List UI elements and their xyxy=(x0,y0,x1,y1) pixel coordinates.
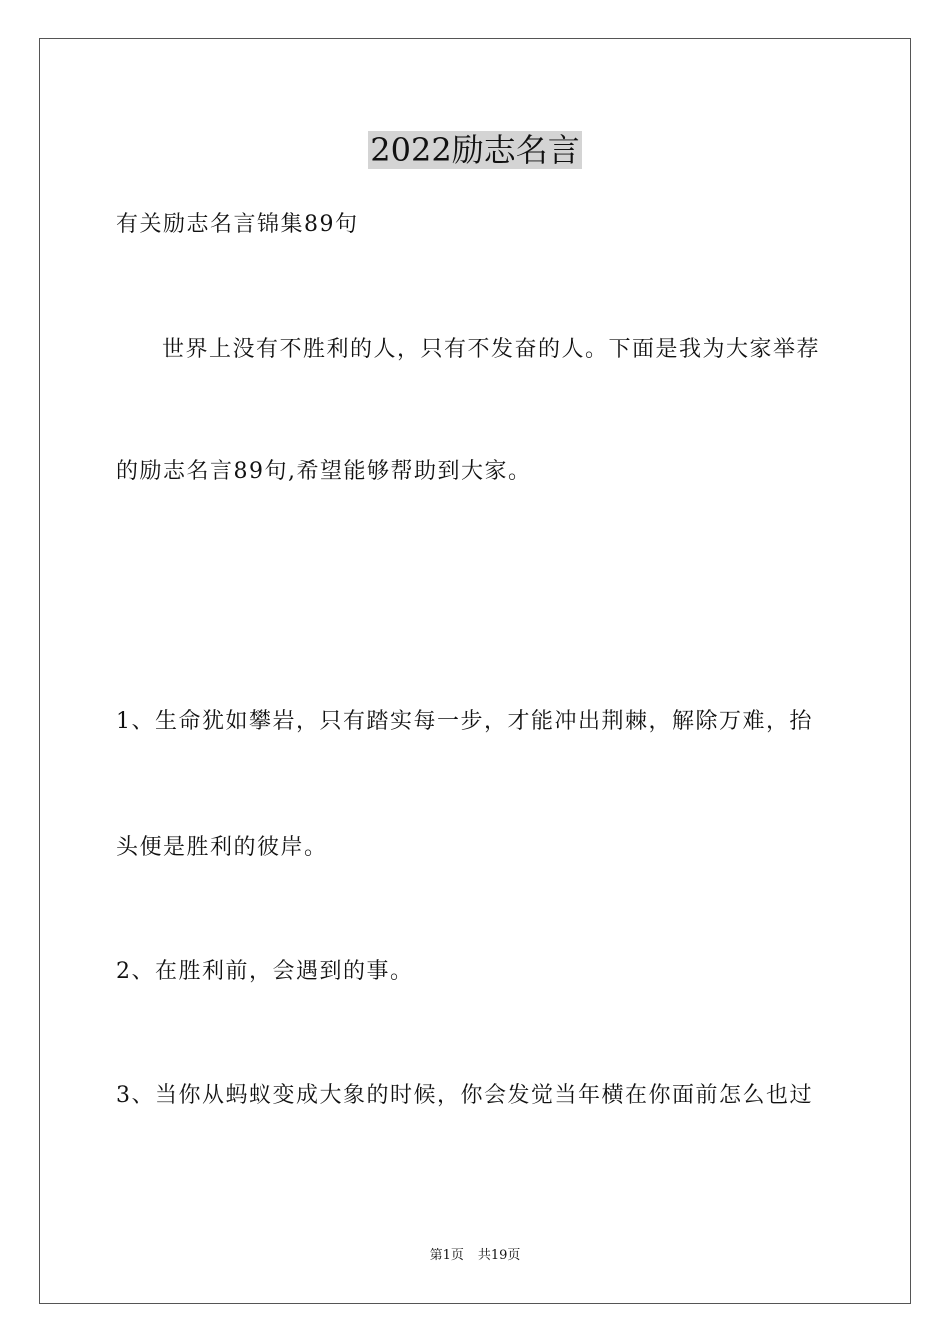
page-title-text: 2022励志名言 xyxy=(370,131,580,169)
quote-item-1-line-1: 1、生命犹如攀岩，只有踏实每一步，才能冲出荆棘，解除万难，抬 xyxy=(116,709,813,734)
document-subtitle: 有关励志名言锦集89句 xyxy=(116,212,359,237)
quote-item-3-line-1: 3、当你从蚂蚁变成大象的时候，你会发觉当年横在你面前怎么也过 xyxy=(116,1083,813,1108)
intro-paragraph-line-2: 的励志名言89句,希望能够帮助到大家。 xyxy=(116,459,532,484)
intro-paragraph-line-1: 世界上没有不胜利的人，只有不发奋的人。下面是我为大家举荐 xyxy=(162,337,821,362)
page-number-current: 第1页 xyxy=(429,1248,464,1263)
quote-item-1-line-2: 头便是胜利的彼岸。 xyxy=(116,835,328,860)
page-footer xyxy=(0,1247,950,1265)
page-number-total: 共19页 xyxy=(477,1248,521,1263)
page-title xyxy=(0,128,950,172)
quote-item-2-line-1: 2、在胜利前，会遇到的事。 xyxy=(116,959,414,984)
